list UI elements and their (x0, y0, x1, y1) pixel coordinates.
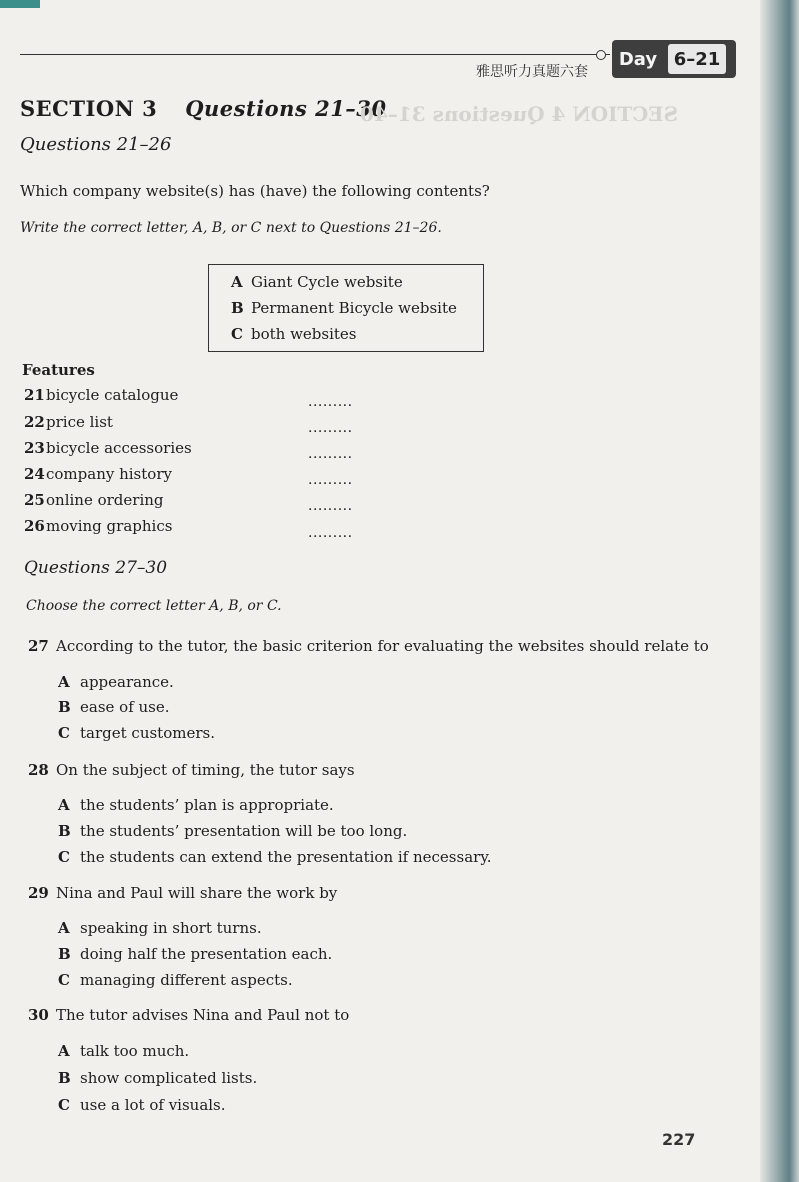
legend-letter: B (231, 299, 244, 317)
option-letter: A (58, 1042, 70, 1060)
question-number: 29 (28, 884, 49, 902)
legend-item (231, 269, 483, 295)
option-text: talk too much. (80, 1042, 190, 1060)
question (28, 1006, 349, 1024)
feature-number: 26 (24, 517, 45, 535)
section-title (20, 96, 387, 121)
option-text: the students’ plan is appropriate. (80, 796, 334, 814)
question (28, 884, 337, 902)
option-letter: C (58, 1096, 70, 1114)
corner-decoration (0, 0, 40, 8)
book-edge-shadow (760, 0, 799, 1182)
option-letter: C (58, 724, 70, 742)
option-letter: A (58, 919, 70, 937)
feature-text: moving graphics (46, 517, 173, 535)
answer-option[interactable] (58, 724, 215, 742)
series-title: 雅思听力真题六套 (476, 64, 588, 80)
option-letter: B (58, 822, 71, 840)
answer-option[interactable] (58, 822, 407, 840)
legend-item (231, 321, 483, 347)
feature-number: 22 (24, 413, 45, 431)
question-stem: According to the tutor, the basic criterion for evaluating the websites should relate to (56, 637, 709, 655)
feature-item (24, 465, 172, 483)
feature-item (24, 517, 172, 535)
option-text: the students can extend the presentation if necessary. (80, 848, 492, 866)
day-label: Day (618, 48, 658, 70)
legend-text: Giant Cycle website (251, 273, 403, 291)
feature-item (24, 386, 178, 404)
legend-letter: A (231, 273, 243, 291)
question-number: 30 (28, 1006, 49, 1024)
answer-option[interactable] (58, 1042, 189, 1060)
feature-item (24, 413, 113, 431)
question-number: 28 (28, 761, 49, 779)
feature-number: 24 (24, 465, 45, 483)
answer-legend-box (208, 264, 484, 352)
option-letter: B (58, 1069, 71, 1087)
answer-blank[interactable]: ......... (308, 420, 353, 436)
feature-text: bicycle catalogue (46, 386, 179, 404)
feature-number: 23 (24, 439, 45, 457)
answer-blank[interactable]: ......... (308, 394, 353, 410)
answer-option[interactable] (58, 673, 174, 691)
page-number: 227 (662, 1130, 696, 1149)
legend-text: Permanent Bicycle website (251, 299, 457, 317)
question-stem: On the subject of timing, the tutor says (56, 761, 355, 779)
answer-blank[interactable]: ......... (308, 472, 353, 488)
question (28, 637, 709, 655)
answer-option[interactable] (58, 1069, 257, 1087)
option-text: ease of use. (80, 698, 170, 716)
option-letter: B (58, 698, 71, 716)
legend-text: both websites (251, 325, 357, 343)
section-label: SECTION 3 (20, 96, 158, 121)
features-label: Features (22, 361, 95, 379)
question-number: 27 (28, 637, 49, 655)
question-stem: The tutor advises Nina and Paul not to (56, 1006, 350, 1024)
part1-prompt: Which company website(s) has (have) the following contents? (20, 182, 490, 200)
part2-instruction: Choose the correct letter A, B, or C. (26, 598, 282, 614)
answer-option[interactable] (58, 796, 334, 814)
legend-item (231, 295, 483, 321)
part1-heading: Questions 21–26 (20, 134, 172, 155)
option-letter: A (58, 796, 70, 814)
option-text: the students’ presentation will be too long. (80, 822, 408, 840)
option-text: managing different aspects. (80, 971, 293, 989)
option-letter: A (58, 673, 70, 691)
option-text: doing half the presentation each. (80, 945, 333, 963)
answer-blank[interactable]: ......... (308, 446, 353, 462)
option-text: speaking in short turns. (80, 919, 262, 937)
answer-option[interactable] (58, 919, 262, 937)
feature-text: online ordering (46, 491, 164, 509)
answer-blank[interactable]: ......... (308, 498, 353, 514)
option-text: target customers. (80, 724, 215, 742)
feature-text: price list (46, 413, 113, 431)
feature-number: 21 (24, 386, 45, 404)
feature-number: 25 (24, 491, 45, 509)
option-text: appearance. (80, 673, 174, 691)
feature-text: company history (46, 465, 172, 483)
header-rule (20, 54, 610, 55)
header-rule-dot (596, 50, 606, 60)
answer-option[interactable] (58, 848, 492, 866)
feature-text: bicycle accessories (46, 439, 192, 457)
option-text: show complicated lists. (80, 1069, 258, 1087)
question-stem: Nina and Paul will share the work by (56, 884, 338, 902)
answer-blank[interactable]: ......... (308, 525, 353, 541)
option-letter: C (58, 971, 70, 989)
part1-instruction: Write the correct letter, A, B, or C next to Questions 21–26. (20, 220, 442, 236)
section-questions-range: Questions 21–30 (185, 96, 387, 121)
answer-option[interactable] (58, 698, 170, 716)
option-text: use a lot of visuals. (80, 1096, 226, 1114)
option-letter: C (58, 848, 70, 866)
answer-option[interactable] (58, 971, 293, 989)
answer-option[interactable] (58, 945, 332, 963)
day-badge (612, 40, 736, 78)
part2-heading: Questions 27–30 (24, 558, 168, 578)
feature-item (24, 491, 164, 509)
question (28, 761, 355, 779)
feature-item (24, 439, 192, 457)
legend-letter: C (231, 325, 243, 343)
answer-option[interactable] (58, 1096, 226, 1114)
day-range: 6–21 (668, 44, 726, 74)
option-letter: B (58, 945, 71, 963)
bleed-through-text: SECTION 4 Questions 31–40 (360, 102, 678, 126)
